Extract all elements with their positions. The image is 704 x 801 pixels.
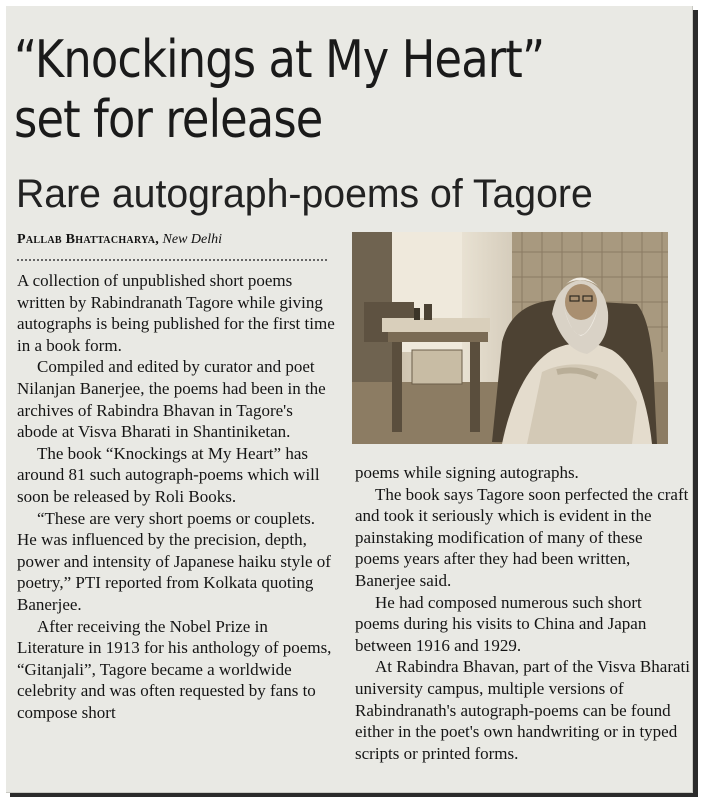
page-shadow-right [693,10,698,795]
byline-place: New Delhi [162,232,223,247]
paragraph: The book says Tagore soon perfected the craft and took it seriously which is evident in the painstaking modification of many of these poems years after they had been written, Banerjee said. [355,484,689,590]
article-column-1 [17,270,335,723]
page-shadow-bottom [10,793,698,797]
paragraph: poems while signing autographs. [355,463,579,482]
byline [17,232,222,248]
paragraph: “These are very short poems or couplets. He was influenced by the precision, depth, power and intensity of Japanese haiku style of poetry,” PTI reported from Kolkata quoting Banerjee. [17,508,331,614]
paragraph: He had composed numerous such short poems during his visits to China and Japan between 1916 and 1929. [355,592,647,655]
paragraph: A collection of unpublished short poems written by Rabindranath Tagore while giving autographs is being published for the first time in a book form. [17,271,335,355]
tagore-photo-illustration [352,232,668,444]
subheadline: Rare autograph-poems of Tagore [16,172,593,216]
byline-author: Pallab Bhattacharya, [17,232,160,247]
paragraph: Compiled and edited by curator and poet Nilanjan Banerjee, the poems had been in the archives of Rabindra Bhavan in Tagore's abode at Visva Bharati in Shantiniketan. [17,357,326,442]
headline-line-2: set for release [14,90,323,150]
article-column-2 [355,462,690,764]
headline [14,30,544,150]
headline-line-1: “Knockings at My Heart” [14,30,545,90]
tagore-photo [352,232,668,444]
paragraph: The book “Knockings at My Heart” has around 81 such autograph-poems which will soon be released by Roli Books. [17,443,320,506]
paragraph: After receiving the Nobel Prize in Literature in 1913 for his anthology of poems, “Gitanjali”, Tagore became a worldwide celebrity and was often requested by fans to compose short [17,616,332,722]
paragraph: At Rabindra Bhavan, part of the Visva Bharati university campus, multiple versions of Rabindranath's autograph-poems can be found either in the poet's own handwriting or in typed scripts or printed forms. [355,657,690,763]
dotted-divider [17,259,327,261]
